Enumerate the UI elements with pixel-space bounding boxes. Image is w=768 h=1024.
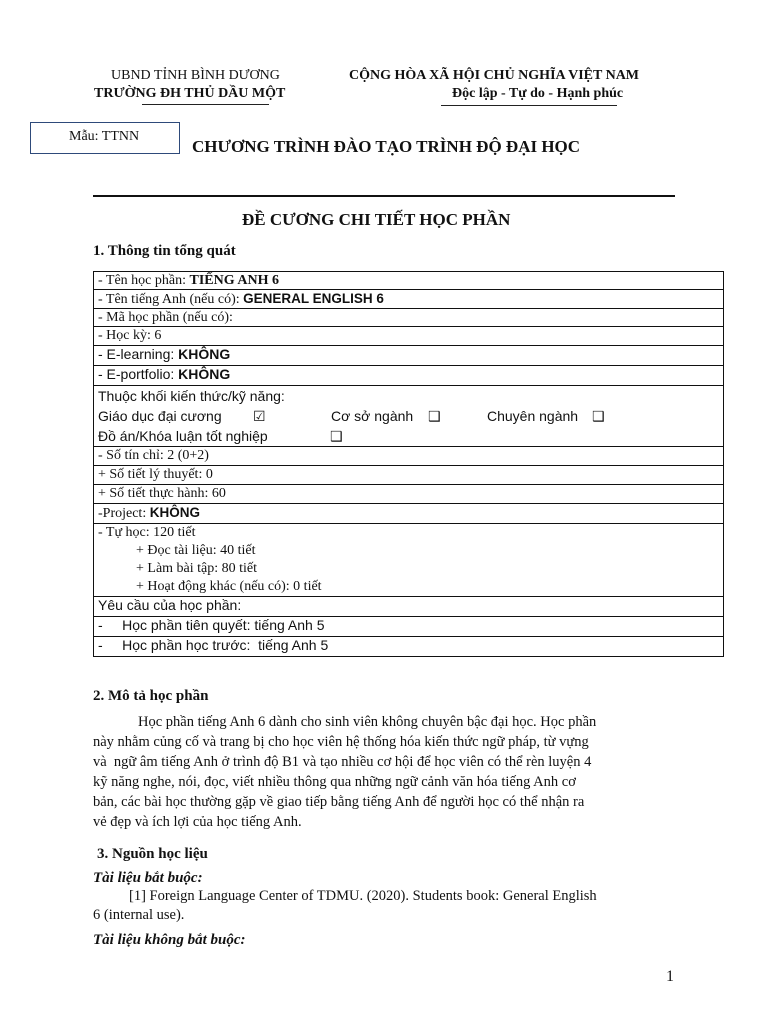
university-underline: [142, 104, 269, 105]
checked-box-icon[interactable]: ☑: [253, 408, 266, 424]
self-other-hours: + Hoạt động khác (nếu có): 0 tiết: [136, 579, 322, 594]
required-materials-label: Tài liệu bắt buộc:: [93, 870, 203, 886]
knowledge-general-label: Giáo dục đại cương: [98, 408, 222, 424]
checkbox-icon[interactable]: ❑: [330, 428, 343, 444]
course-name-label: - Tên học phần:: [98, 273, 190, 288]
self-exercise-hours: + Làm bài tập: 80 tiết: [136, 561, 258, 576]
table-row: [94, 309, 724, 327]
province-committee: UBND TỈNH BÌNH DƯƠNG: [111, 68, 280, 83]
table-row: [94, 290, 724, 309]
republic-title: CỘNG HÒA XÃ HỘI CHỦ NGHĨA VIỆT NAM: [349, 68, 640, 83]
english-name-label: - Tên tiếng Anh (nếu có):: [98, 292, 244, 307]
motto-underline: [441, 105, 617, 106]
table-row: [94, 327, 724, 346]
self-study-hours: - Tự học: 120 tiết: [98, 525, 196, 540]
table-row: [94, 504, 724, 524]
optional-materials-label: Tài liệu không bắt buộc:: [93, 932, 246, 948]
reference-1-line1: [1] Foreign Language Center of TDMU. (2020). Students book: General English: [129, 888, 597, 904]
document-title: ĐỀ CƯƠNG CHI TIẾT HỌC PHẦN: [242, 210, 511, 229]
elearning-label: - E-learning:: [98, 346, 179, 362]
program-title: CHƯƠNG TRÌNH ĐÀO TẠO TRÌNH ĐỘ ĐẠI HỌC: [192, 137, 581, 156]
requirements-label: Yêu cầu của học phần:: [94, 597, 724, 617]
eportfolio-value: KHÔNG: [178, 366, 231, 382]
table-row: [94, 466, 724, 485]
section1-heading: 1. Thông tin tổng quát: [93, 243, 236, 259]
description-line: bản, các bài học thường gặp về giao tiếp bằng tiếng Anh để người học có thể nhận ra: [93, 794, 585, 810]
description-line: và ngữ âm tiếng Anh ở trình độ B1 và tạo nhiều cơ hội để học viên có thể rèn luyện 4: [93, 754, 592, 770]
table-row: [94, 447, 724, 466]
project-label: -Project:: [98, 506, 150, 521]
practice-hours: + Số tiết thực hành: 60: [94, 485, 724, 504]
knowledge-major-label: Chuyên ngành: [487, 408, 579, 424]
checkbox-icon[interactable]: ❑: [428, 408, 441, 424]
semester: - Học kỳ: 6: [94, 327, 724, 346]
form-code-box: [30, 122, 180, 154]
table-row: [94, 637, 724, 657]
knowledge-options-row: [98, 406, 723, 426]
theory-hours: + Số tiết lý thuyết: 0: [94, 466, 724, 485]
table-row: [94, 617, 724, 637]
previous-course: - Học phần học trước: tiếng Anh 5: [94, 637, 724, 657]
table-row: [94, 272, 724, 290]
credits: - Số tín chỉ: 2 (0+2): [94, 447, 724, 466]
reference-1-line2: 6 (internal use).: [93, 907, 185, 923]
page-number: 1: [666, 968, 674, 985]
table-row: [94, 524, 724, 597]
self-reading-hours: + Đọc tài liệu: 40 tiết: [136, 543, 256, 558]
header-divider: [93, 195, 675, 197]
knowledge-foundation-label: Cơ sở ngành: [331, 408, 414, 424]
description-line: Học phần tiếng Anh 6 dành cho sinh viên không chuyên bậc đại học. Học phần: [138, 714, 597, 730]
table-row: [94, 346, 724, 366]
section2-heading: 2. Mô tả học phần: [93, 688, 209, 704]
english-name-value: GENERAL ENGLISH 6: [243, 291, 384, 306]
table-row: [94, 597, 724, 617]
checkbox-icon[interactable]: ❑: [592, 408, 605, 424]
description-line: vẻ đẹp và ích lợi của học tiếng Anh.: [93, 814, 302, 830]
table-row: [94, 366, 724, 386]
section3-heading: 3. Nguồn học liệu: [97, 846, 208, 862]
national-motto: Độc lập - Tự do - Hạnh phúc: [452, 86, 624, 101]
course-info-table: [93, 271, 724, 657]
knowledge-thesis-row: [98, 426, 723, 446]
description-line: này nhằm củng cố và trang bị cho học viên hệ thống hóa kiến thức ngữ pháp, từ vựng: [93, 734, 589, 750]
university-name: TRƯỜNG ĐH THỦ DẦU MỘT: [94, 86, 286, 101]
table-row: [94, 386, 724, 447]
knowledge-thesis-label: Đồ án/Khóa luận tốt nghiệp: [98, 428, 268, 444]
description-line: kỹ năng nghe, nói, đọc, viết nhiều thông qua những ngữ cảnh văn hóa tiếng Anh cơ: [93, 774, 576, 790]
course-description: [93, 712, 723, 832]
elearning-value: KHÔNG: [178, 346, 231, 362]
course-code: - Mã học phần (nếu có):: [94, 309, 724, 327]
table-row: [94, 485, 724, 504]
course-name-value: TIẾNG ANH 6: [189, 273, 279, 288]
project-value: KHÔNG: [149, 505, 200, 520]
knowledge-block-label: Thuộc khối kiến thức/kỹ năng:: [98, 388, 285, 404]
prerequisite-course: - Học phần tiên quyết: tiếng Anh 5: [94, 617, 724, 637]
eportfolio-label: - E-portfolio:: [98, 366, 179, 382]
form-code: Mẫu: TTNN: [69, 129, 140, 144]
